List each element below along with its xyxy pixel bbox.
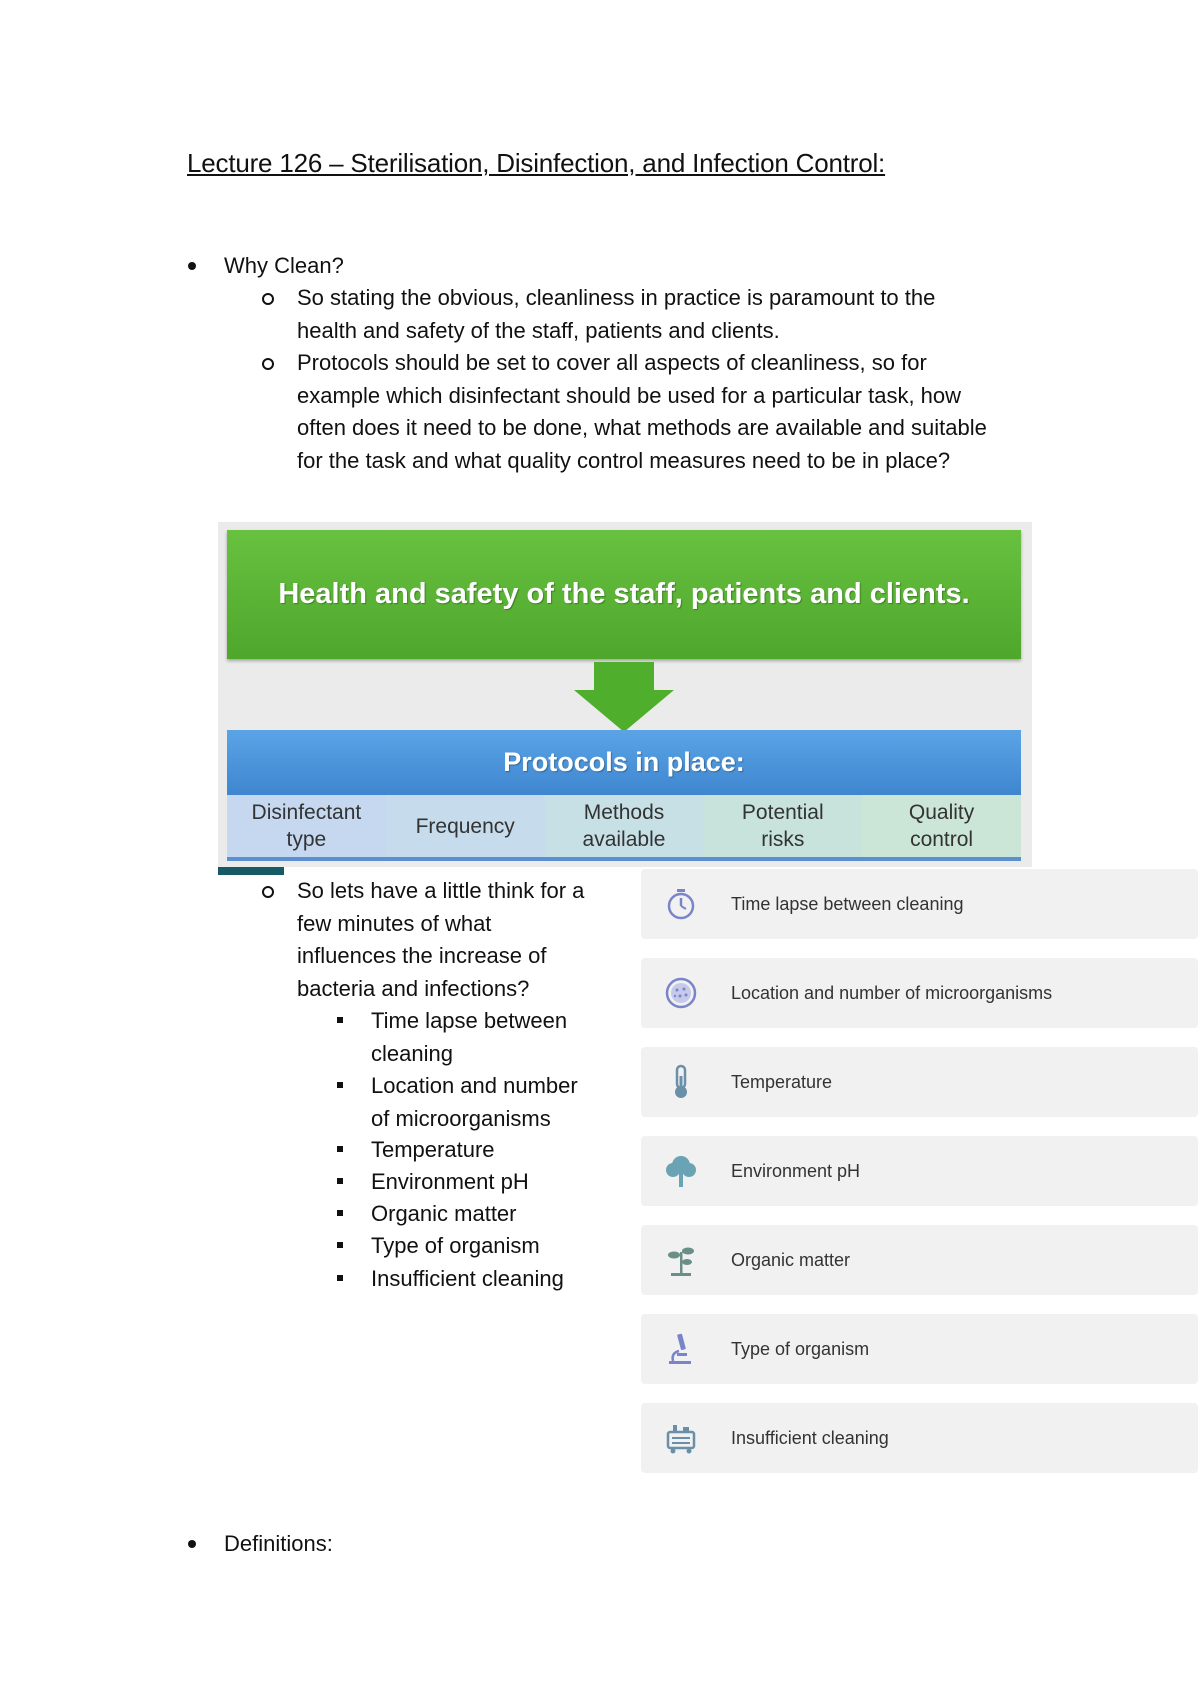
sprout-icon	[663, 1242, 699, 1278]
bullet-ring	[262, 293, 274, 305]
factor-card	[641, 1225, 1198, 1295]
thermometer-icon	[663, 1064, 699, 1100]
bullet-square	[337, 1275, 343, 1281]
factor-card	[641, 869, 1198, 939]
bullet-square	[337, 1146, 343, 1152]
bullet-dot	[188, 1540, 196, 1548]
cleaning-cart-icon	[663, 1420, 699, 1456]
health-safety-box: Health and safety of the staff, patients and clients.	[227, 530, 1021, 659]
why-clean-heading: Why Clean?	[224, 253, 344, 278]
factor-item: Insufficient cleaning	[371, 1266, 564, 1291]
factor-card-label: Time lapse between cleaning	[731, 894, 964, 914]
factor-card-label: Location and number of microorganisms	[731, 983, 1053, 1003]
factor-card-label: Insufficient cleaning	[731, 1428, 889, 1448]
microscope-icon	[663, 1331, 699, 1367]
factor-item: Temperature	[371, 1137, 495, 1162]
bullet-ring	[262, 886, 274, 898]
petri-dish-icon	[663, 975, 699, 1011]
definitions-heading: Definitions:	[224, 1531, 333, 1556]
stopwatch-icon	[663, 886, 699, 922]
tree-icon	[663, 1153, 699, 1189]
bullet-square	[337, 1017, 343, 1023]
factor-card	[641, 1403, 1198, 1473]
protocol-cell-risks: Potential risks	[703, 795, 862, 857]
factor-card-label: Organic matter	[731, 1250, 851, 1270]
think-question: So lets have a little think for a few minutes of what influences the increase of bacteria and infections?	[297, 878, 585, 1001]
why-clean-point-2: Protocols should be set to cover all aspects of cleanliness, so for example which disinfectant should be used for a particular task, how often does it need to be done, what methods are available and suitable for the task and what quality control measures need to be in place?	[297, 350, 987, 473]
factor-item: Time lapse between cleaning	[371, 1008, 568, 1066]
page-title: Lecture 126 – Sterilisation, Disinfection, and Infection Control:	[187, 148, 886, 178]
factor-card-label: Type of organism	[731, 1339, 870, 1359]
decorative-bar	[218, 867, 284, 875]
down-arrow-icon	[574, 662, 674, 732]
protocol-cell-methods: Methods available	[545, 795, 704, 857]
factor-card	[641, 1136, 1198, 1206]
factor-card	[641, 1047, 1198, 1117]
factor-item: Environment pH	[371, 1169, 529, 1194]
factor-item: Type of organism	[371, 1233, 540, 1258]
factor-card-label: Environment pH	[731, 1161, 861, 1181]
protocol-cell-disinfectant-type: Disinfectant type	[227, 795, 386, 857]
why-clean-point-1: So stating the obvious, cleanliness in practice is paramount to the health and safety of the staff, patients and clients.	[297, 285, 936, 343]
protocols-diagram	[218, 522, 1032, 867]
bullet-square	[337, 1082, 343, 1088]
factor-item: Organic matter	[371, 1201, 517, 1226]
protocol-cell-frequency: Frequency	[386, 795, 545, 857]
bullet-square	[337, 1242, 343, 1248]
bullet-square	[337, 1210, 343, 1216]
bullet-ring	[262, 358, 274, 370]
bullet-dot	[188, 262, 196, 270]
factor-item: Location and number of microorganisms	[371, 1073, 578, 1131]
protocol-cells	[227, 795, 1021, 861]
factor-card	[641, 1314, 1198, 1384]
bullet-square	[337, 1178, 343, 1184]
protocols-header: Protocols in place:	[227, 730, 1021, 795]
factor-card	[641, 958, 1198, 1028]
protocol-cell-quality: Quality control	[862, 795, 1021, 857]
factor-card-label: Temperature	[731, 1072, 833, 1092]
